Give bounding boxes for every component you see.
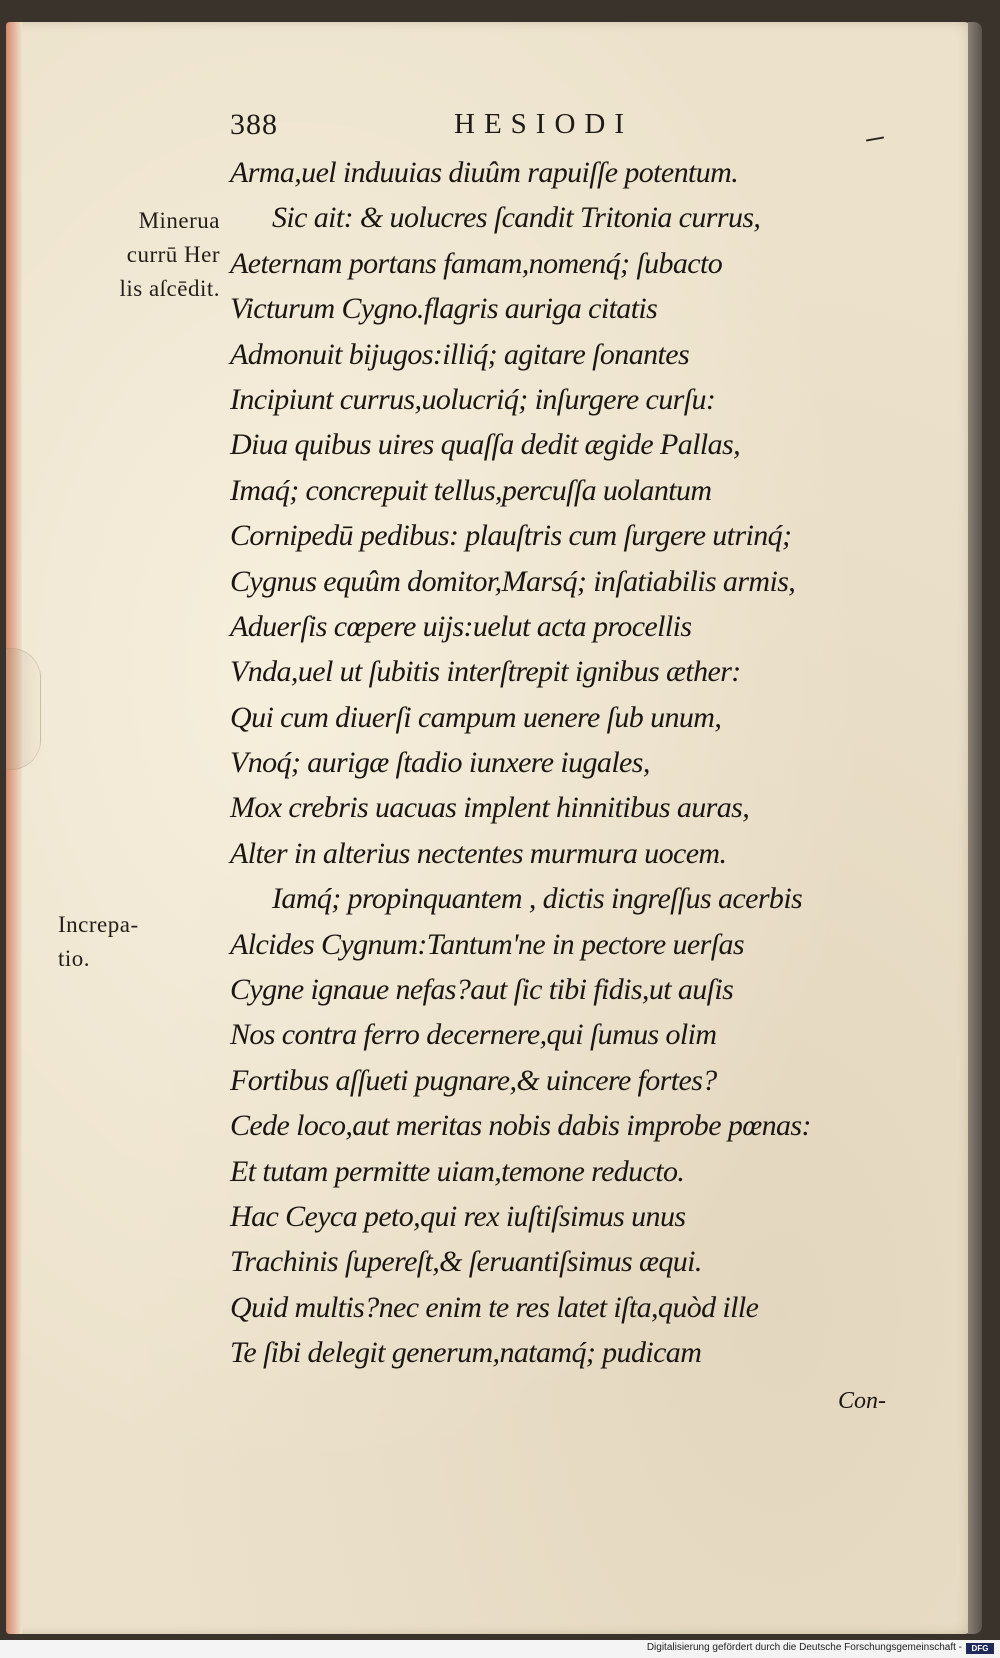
verse-line: Aeternam portans famam,nomenq́; ſubacto xyxy=(230,246,723,280)
verse-line: Quid multis?nec enim te res latet iſta,quòd ille xyxy=(230,1290,759,1324)
marginal-note-line: lis aſcēdit. xyxy=(119,276,220,301)
verse-line: Hac Ceyca peto,qui rex iuſtiſsimus unus xyxy=(230,1199,686,1233)
running-head xyxy=(230,108,690,148)
verse-line: Qui cum diuerſi campum uenere ſub unum, xyxy=(230,700,722,734)
verse-line: Mox crebris uacuas implent hinnitibus auras, xyxy=(230,791,750,825)
verse-line: Cede loco,aut meritas nobis dabis improbe pœnas: xyxy=(230,1109,811,1143)
dfg-logo: DFG xyxy=(966,1643,994,1654)
marginal-note-minerva xyxy=(58,204,220,306)
verse-line: Imaq́; concrepuit tellus,percuſſa uolantum xyxy=(230,473,712,507)
verse-line: Admonuit bijugos:illiq́; agitare ſonantes xyxy=(230,337,690,371)
running-title: HESIODI xyxy=(454,108,633,140)
verse-line: Iamq́; propinquantem , dictis ingreſſus acerbis xyxy=(272,882,803,916)
verse-line: Sic ait: & uolucres ſcandit Tritonia currus, xyxy=(272,201,761,235)
marginal-note-line: currū Her xyxy=(126,242,220,267)
verse-line: Incipiunt currus,uolucriq́; inſurgere curſu: xyxy=(230,382,716,416)
verse-line: Cygne ignaue nefas?aut ſic tibi fidis,ut auſis xyxy=(230,973,734,1007)
verse-line: Te ſibi delegit generum,natamq́; pudicam xyxy=(230,1336,702,1370)
verse-line: Alcides Cygnum:Tantum'ne in pectore uerſas xyxy=(230,927,744,961)
marginal-note-increpatio xyxy=(58,908,188,976)
verse-line: Diua quibus uires quaſſa dedit ægide Pallas, xyxy=(230,428,740,462)
page-edge-right xyxy=(968,22,982,1634)
page-number: 388 xyxy=(230,108,278,141)
page-edge-left xyxy=(6,22,22,1634)
digitization-credit: Digitalisierung gefördert durch die Deutsche Forschungsgemeinschaft - xyxy=(646,1642,962,1653)
verse-line: Fortibus aſſueti pugnare,& uincere fortes? xyxy=(230,1063,717,1097)
verse-line: Aduerſis cœpere uijs:uelut acta procellis xyxy=(230,609,692,643)
marginal-note-line: Increpa- xyxy=(58,912,139,937)
verse-line: Cygnus equûm domitor,Marsq́; inſatiabilis armis, xyxy=(230,564,796,598)
verse-line: Alter in alterius nectentes murmura uocem. xyxy=(230,836,727,870)
marginal-note-line: Minerua xyxy=(138,208,220,233)
verse-line: Victurum Cygno.flagris auriga citatis xyxy=(230,292,658,326)
verse-line: Trachinis ſupereſt,& ſeruantiſsimus æqui. xyxy=(230,1245,702,1279)
verse-line: Vnda,uel ut ſubitis interſtrepit ignibus æther: xyxy=(230,655,741,689)
thumb-shadow xyxy=(6,648,41,770)
verse-line: Et tutam permitte uiam,temone reducto. xyxy=(230,1154,685,1188)
verse-line: Vnoq́; aurigæ ſtadio iunxere iugales, xyxy=(230,746,650,780)
verse-line: Nos contra ferro decernere,qui ſumus olim xyxy=(230,1018,717,1052)
verse-text xyxy=(230,150,920,1376)
marginal-note-line: tio. xyxy=(58,946,91,971)
verse-line: Cornipedū pedibus: plauſtris cum ſurgere utrinq́; xyxy=(230,519,792,553)
catchword: Con- xyxy=(838,1388,886,1414)
verse-line: Arma,uel induuias diuûm rapuiſſe potentum. xyxy=(230,156,739,189)
